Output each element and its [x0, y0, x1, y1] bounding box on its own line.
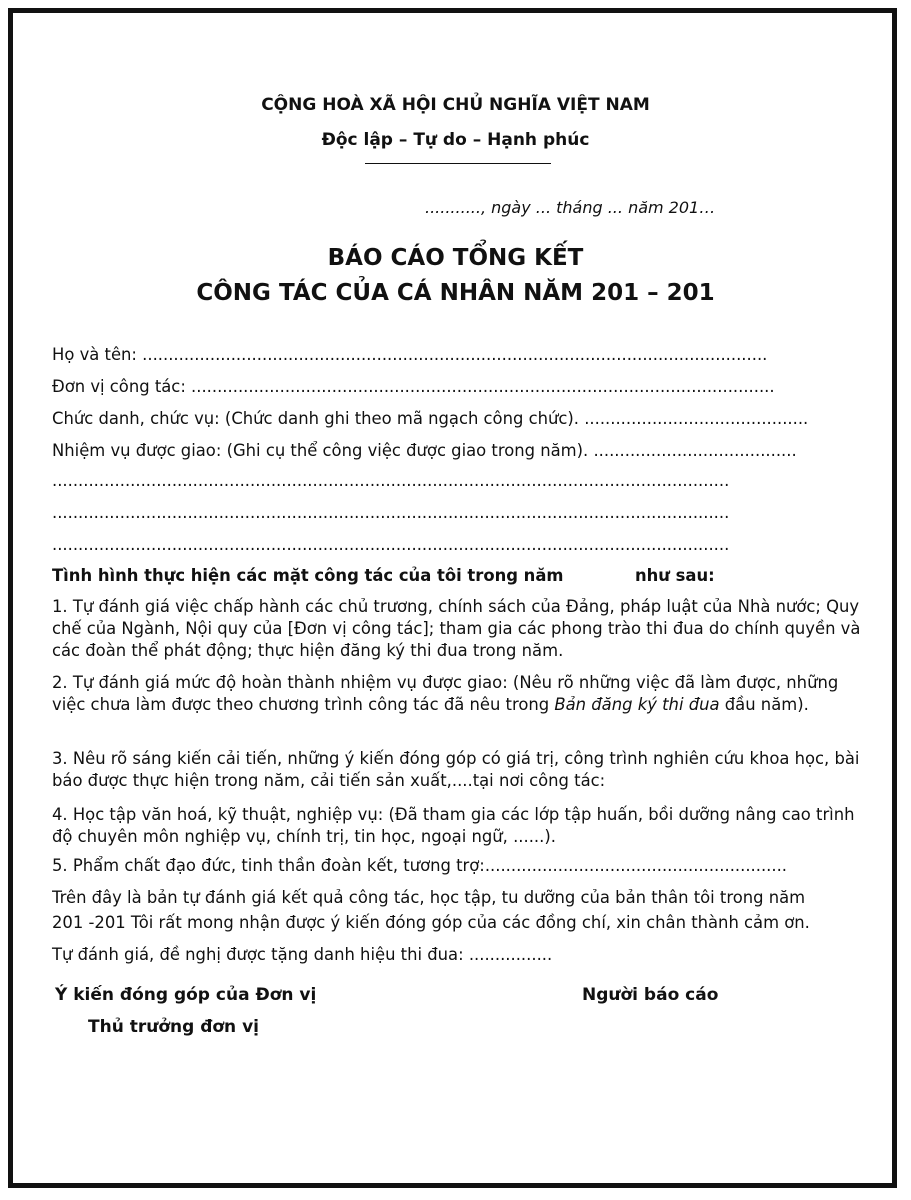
item-2-emphasis: Bản đăng ký thi đua	[554, 695, 720, 714]
duty-blank-line[interactable]: ..................................................................................................................................	[52, 471, 730, 490]
item-2-tail: đầu năm).	[719, 695, 809, 714]
national-title: CỘNG HOÀ XÃ HỘI CHỦ NGHĨA VIỆT NAM	[261, 95, 650, 115]
reporter-label: Người báo cáo	[582, 985, 719, 1005]
item-4: 4. Học tập văn hoá, kỹ thuật, nghiệp vụ: (Đã tham gia các lớp tập huấn, bồi dưỡng nâng cao trình độ chuyên môn nghiệp vụ, chính trị, tin học, ngoại ngữ, ......).	[52, 805, 855, 846]
national-motto: Độc lập – Tự do – Hạnh phúc	[321, 130, 590, 150]
duty-blank-line[interactable]: ..................................................................................................................................	[52, 503, 730, 522]
date-line: ..........., ngày ... tháng ... năm 201…	[425, 198, 716, 217]
award-proposal[interactable]: Tự đánh giá, đề nghị được tặng danh hiệu thi đua: ................	[52, 945, 553, 964]
section-heading-suffix: như sau:	[634, 566, 715, 585]
duty-blank-line[interactable]: ..................................................................................................................................	[52, 535, 730, 554]
report-title: BÁO CÁO TỔNG KẾT	[327, 245, 584, 271]
summary-line-1: Trên đây là bản tự đánh giá kết quả công tác, học tập, tu dưỡng của bản thân tôi trong năm	[52, 888, 806, 907]
motto-underline	[365, 163, 551, 164]
unit-field[interactable]: Đơn vị công tác: ................................................................................................................	[52, 377, 775, 396]
item-3: 3. Nêu rõ sáng kiến cải tiến, những ý kiến đóng góp có giá trị, công trình nghiên cứu khoa học, bài báo được thực hiện trong năm, cải tiến sản xuất,....tại nơi công tác:	[52, 749, 860, 790]
name-field[interactable]: Họ và tên: ........................................................................................................................	[52, 345, 768, 364]
position-field[interactable]: Chức danh, chức vụ: (Chức danh ghi theo mã ngạch công chức). ...........................................	[52, 409, 809, 428]
item-5[interactable]: 5. Phẩm chất đạo đức, tinh thần đoàn kết, tương trợ:..........................................................	[52, 856, 788, 875]
report-subtitle: CÔNG TÁC CỦA CÁ NHÂN NĂM 201 – 201	[196, 280, 715, 306]
unit-head-label: Thủ trưởng đơn vị	[88, 1017, 259, 1037]
duty-field[interactable]: Nhiệm vụ được giao: (Ghi cụ thể công việc được giao trong năm). .......................................	[52, 441, 797, 460]
item-2-text: 2. Tự đánh giá mức độ hoàn thành nhiệm vụ được giao: (Nêu rõ những việc đã làm được, những việc chưa làm được theo chương trình công tác đã nêu trong	[52, 673, 839, 714]
section-heading	[52, 566, 715, 585]
item-2	[52, 672, 862, 716]
section-heading-text: Tình hình thực hiện các mặt công tác của tôi trong năm	[52, 566, 564, 585]
unit-opinion-label: Ý kiến đóng góp của Đơn vị	[55, 985, 317, 1005]
item-1: 1. Tự đánh giá việc chấp hành các chủ trương, chính sách của Đảng, pháp luật của Nhà nước; Quy chế của Ngành, Nội quy của [Đơn vị công tác]; tham gia các phong trào thi đua do chính quyền và các đoàn thể phát động; thực hiện đăng ký thi đua trong năm.	[52, 597, 861, 660]
summary-line-2: 201 -201 Tôi rất mong nhận được ý kiến đóng góp của các đồng chí, xin chân thành cảm ơn.	[52, 913, 810, 932]
